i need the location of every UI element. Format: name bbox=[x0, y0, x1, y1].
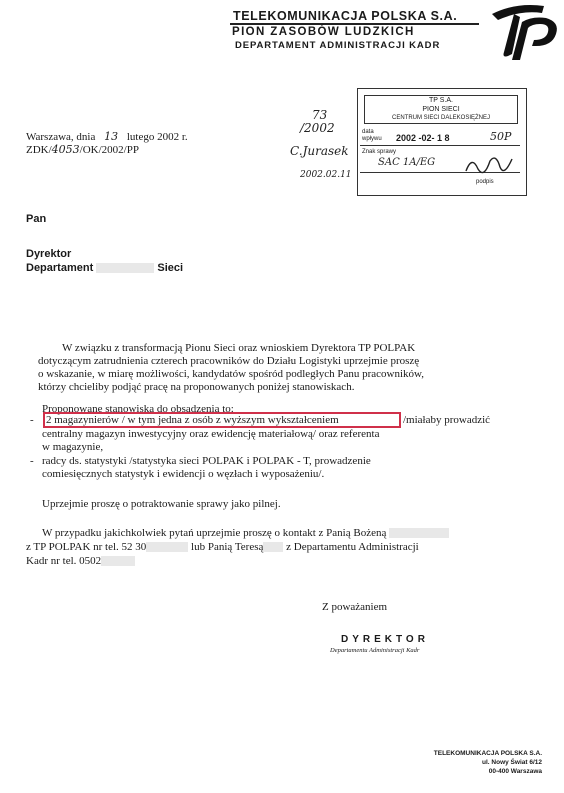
company-name-header: TELEKOMUNIKACJA POLSKA S.A. bbox=[233, 9, 458, 23]
addressee-salutation: Pan bbox=[26, 213, 47, 225]
stamp-center: CENTRUM SIECI DALEKOSIĘŻNEJ bbox=[391, 115, 490, 121]
bullet1-highlight: 2 magazynierów / w tym jedna z osób z wyższym wykształceniem bbox=[46, 414, 339, 426]
stamp-sign-label: podpis bbox=[476, 179, 494, 185]
registration-stamp bbox=[357, 88, 527, 196]
handwritten-number: 73 bbox=[312, 108, 328, 122]
place-date: Warszawa, dnia 13 lutego 2002 r. bbox=[26, 130, 188, 143]
footer-street: ul. Nowy Świat 6/12 bbox=[482, 759, 542, 766]
bullet1-line3: w magazynie, bbox=[42, 441, 104, 453]
stamp-ref: 50P bbox=[490, 130, 512, 143]
bullet2-line1: radcy ds. statystyki /statystyka sieci POLPAK i POLPAK - T, prowadzenie bbox=[42, 455, 371, 467]
para1-line1: W związku z transformacją Pionu Sieci oraz wnioskiem Dyrektora TP POLPAK bbox=[62, 342, 416, 354]
stamp-division: PION SIECI bbox=[422, 105, 460, 113]
bullet-dash: - bbox=[30, 455, 34, 467]
para1-line2: dotyczącym zatrudnienia czterech pracowników do Działu Logistyki uprzejmie proszę bbox=[38, 355, 420, 367]
para3-line3: Kadr nr tel. 0502 bbox=[26, 555, 135, 569]
bullet1-line2: centralny magazyn inwestycyjny oraz ewidencję materiałową/ oraz referenta bbox=[42, 428, 380, 440]
closing-subtitle: Departamentu Administracji Kadr bbox=[330, 647, 420, 654]
division-name-header: PION ZASOBÓW LUDZKICH bbox=[232, 26, 415, 38]
footer-company: TELEKOMUNIKACJA POLSKA S.A. bbox=[433, 750, 542, 757]
stamp-case-value: SAC 1A/EG bbox=[378, 157, 436, 168]
bullet1-rest: /miałaby prowadzić bbox=[403, 414, 491, 426]
bullet2-line2: comiesięcznych statystyk i ewidencji o węzłach i wyposażeniu/. bbox=[42, 468, 325, 480]
stamp-header-box bbox=[364, 95, 518, 124]
para3-line1: W przypadku jakichkolwiek pytań uprzejmie proszę o kontakt z Panią Bożeną bbox=[42, 527, 449, 541]
stamp-case-label: Znak sprawy bbox=[362, 149, 397, 155]
para1-line4: którzy chcieliby podjąć pracę na proponowanych poniżej stanowiskach. bbox=[38, 381, 355, 393]
handwritten-year: /2002 bbox=[300, 121, 335, 135]
para2: Uprzejmie proszę o potraktowanie sprawy jako pilnej. bbox=[42, 498, 281, 510]
handwritten-signature: C.Jurasek bbox=[290, 144, 349, 158]
addressee-title: Dyrektor bbox=[26, 248, 72, 260]
reference-number: ZDK/4053/OK/2002/PP bbox=[26, 143, 139, 156]
para1-line3: o wskazanie, w miarę możliwości, kandydatów spośród podległych Panu pracowników, bbox=[38, 368, 425, 380]
handwritten-date: 2002.02.11 bbox=[300, 170, 352, 180]
positions-intro: Proponowane stanowiska do obsadzenia to: bbox=[42, 403, 234, 415]
closing-regards: Z poważaniem bbox=[322, 601, 388, 613]
para3-line2: z TP POLPAK nr tel. 52 30 lub Panią Teresą z Departamentu Administracji bbox=[26, 541, 419, 553]
stamp-signature-icon bbox=[462, 151, 516, 179]
bullet-dash: - bbox=[30, 414, 34, 426]
footer-city: 00-400 Warszawa bbox=[488, 768, 542, 775]
closing-title: DYREKTOR bbox=[341, 634, 429, 645]
stamp-date-value: 2002 -02- 1 8 bbox=[396, 133, 450, 143]
addressee-department: Departament Sieci bbox=[26, 262, 184, 274]
header-rule bbox=[230, 23, 479, 25]
tp-logo-icon bbox=[486, 0, 564, 62]
stamp-title: TP S.A. bbox=[429, 97, 453, 104]
stamp-date-label: data wpływu bbox=[362, 129, 382, 142]
highlight-box bbox=[43, 412, 401, 428]
department-name-header: DEPARTAMENT ADMINISTRACJI KADR bbox=[235, 40, 441, 51]
